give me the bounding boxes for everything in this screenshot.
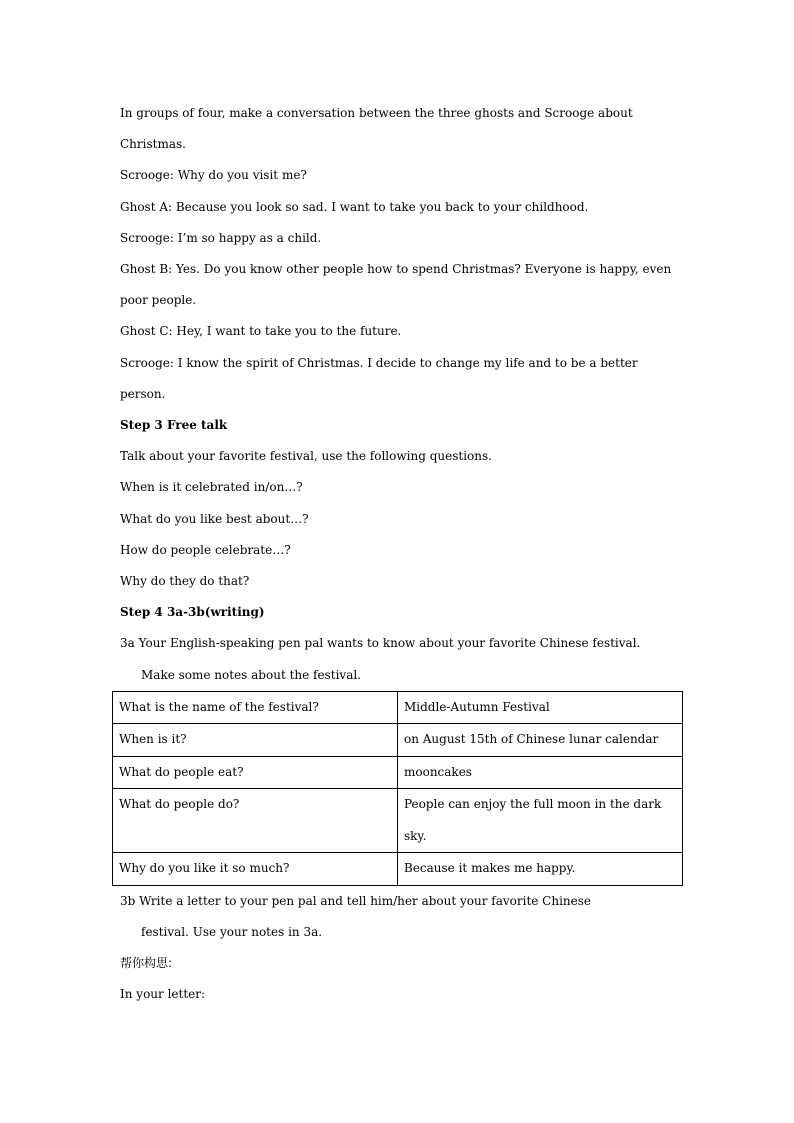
task-3b-line2: festival. Use your notes in 3a. xyxy=(141,925,323,940)
step4-heading: Step 4 3a-3b(writing) xyxy=(120,605,265,620)
table-cell-answer: Because it makes me happy. xyxy=(398,853,683,886)
table-row xyxy=(113,789,683,853)
document-page xyxy=(120,98,676,1011)
dialogue-line: Ghost B: Yes. Do you know other people how to spend Christmas? Everyone is happy, even poor people. xyxy=(120,262,672,308)
dialogue-line: Scrooge: Why do you visit me? xyxy=(120,168,307,183)
step3-question: When is it celebrated in/on…? xyxy=(120,480,303,495)
table-cell-question: Why do you like it so much? xyxy=(113,853,398,886)
table-row xyxy=(113,853,683,886)
dialogue-line: Ghost C: Hey, I want to take you to the future. xyxy=(120,324,402,339)
task-3a-line2: Make some notes about the festival. xyxy=(141,667,361,682)
table-cell-answer: People can enjoy the full moon in the dark sky. xyxy=(398,789,683,853)
table-row xyxy=(113,724,683,757)
table-cell-answer: mooncakes xyxy=(398,756,683,789)
table-cell-question: What do people do? xyxy=(113,789,398,853)
letter-label: In your letter: xyxy=(120,987,206,1002)
table-row xyxy=(113,756,683,789)
help-label: 帮你构思: xyxy=(120,956,173,971)
step3-question: What do you like best about…? xyxy=(120,511,309,526)
step3-question: How do people celebrate…? xyxy=(120,542,291,557)
table-cell-question: What is the name of the festival? xyxy=(113,691,398,724)
table-row xyxy=(113,691,683,724)
table-cell-question: What do people eat? xyxy=(113,756,398,789)
dialogue-line: Scrooge: I know the spirit of Christmas. I decide to change my life and to be a better person. xyxy=(120,355,638,401)
step3-intro: Talk about your favorite festival, use the following questions. xyxy=(120,449,492,464)
notes-table xyxy=(112,691,683,886)
dialogue-line: Scrooge: I’m so happy as a child. xyxy=(120,230,322,245)
dialogue-line: Ghost A: Because you look so sad. I want to take you back to your childhood. xyxy=(120,199,589,214)
task-3a-line1: 3a Your English-speaking pen pal wants to know about your favorite Chinese festival. xyxy=(120,636,641,651)
step3-heading: Step 3 Free talk xyxy=(120,418,228,433)
intro-task: In groups of four, make a conversation between the three ghosts and Scrooge about Christmas. xyxy=(120,106,633,152)
step3-question: Why do they do that? xyxy=(120,574,250,589)
task-3b-line1: 3b Write a letter to your pen pal and tell him/her about your favorite Chinese xyxy=(120,893,592,908)
table-cell-answer: on August 15th of Chinese lunar calendar xyxy=(398,724,683,757)
table-cell-question: When is it? xyxy=(113,724,398,757)
table-cell-answer: Middle-Autumn Festival xyxy=(398,691,683,724)
